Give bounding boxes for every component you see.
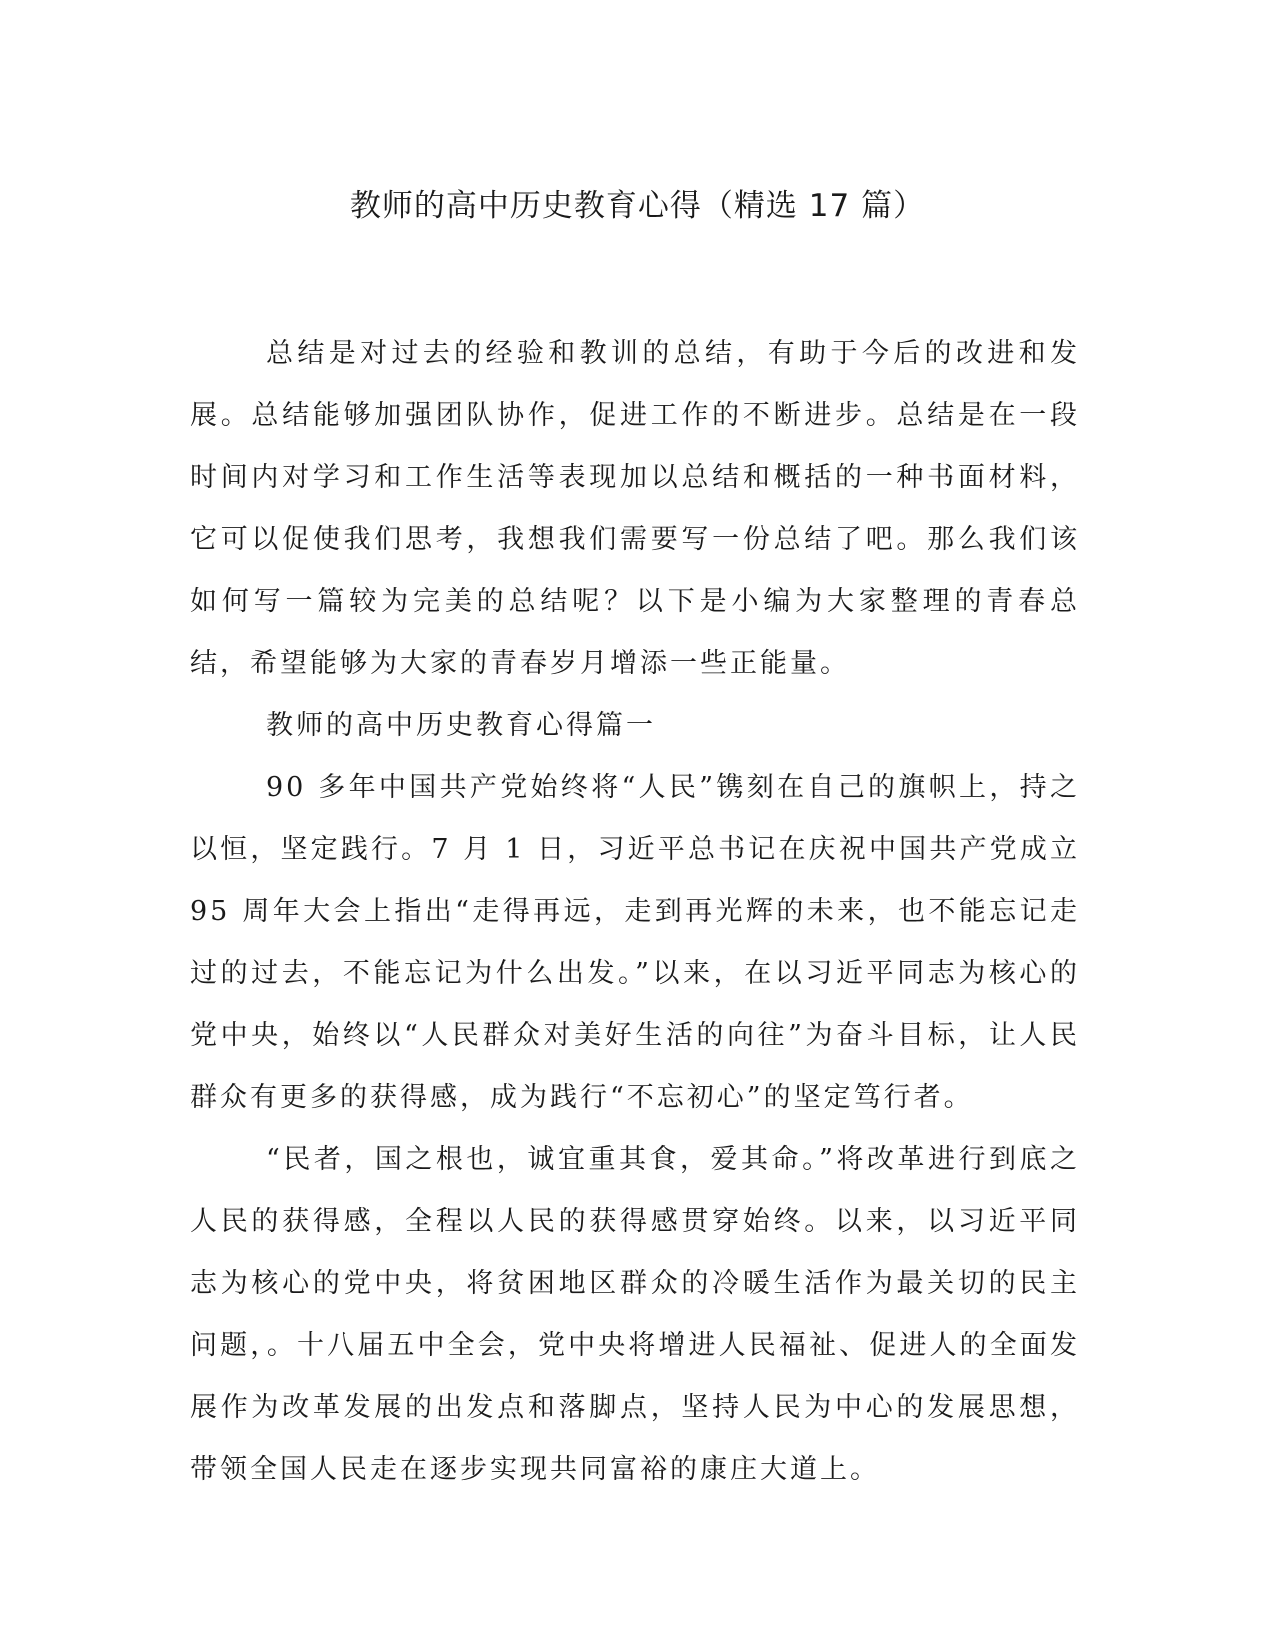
body-paragraph: “民者，国之根也，诚宜重其食，爱其命。”将改革进行到底之人民的获得感，全程以人民的获得感贯穿始终。以来，以习近平同志为核心的党中央，将贫困地区群众的冷暖生活作为最关切的民主问题，。十八届五中全会，党中央将增进人民福祉、促进人的全面发展作为改革发展的出发点和落脚点，坚持人民为中心的发展思想，带领全国人民走在逐步实现共同富裕的康庄大道上。 [190,1144,1080,1485]
document-body [190,323,1080,1501]
body-paragraph: 90 多年中国共产党始终将“人民”镌刻在自己的旗帜上，持之以恒，坚定践行。7 月 1 日，习近平总书记在庆祝中国共产党成立 95 周年大会上指出“走得再远，走到再光辉的未来，也不能忘记走过的过去，不能忘记为什么出发。”以来，在以习近平同志为核心的党中央，始终以“人民群众对美好生活的向往”为奋斗目标，让人民群众有更多的获得感，成为践行“不忘初心”的坚定笃行者。 [190,772,1080,1113]
document-title: 教师的高中历史教育心得（精选 17 篇） [349,188,926,224]
section-heading: 教师的高中历史教育心得篇一 [266,710,656,741]
intro-paragraph: 总结是对过去的经验和教训的总结，有助于今后的改进和发展。总结能够加强团队协作，促进工作的不断进步。总结是在一段时间内对学习和工作生活等表现加以总结和概括的一种书面材料，它可以促使我们思考，我想我们需要写一份总结了吧。那么我们该如何写一篇较为完美的总结呢？以下是小编为大家整理的青春总结，希望能够为大家的青春岁月增添一些正能量。 [190,338,1080,679]
